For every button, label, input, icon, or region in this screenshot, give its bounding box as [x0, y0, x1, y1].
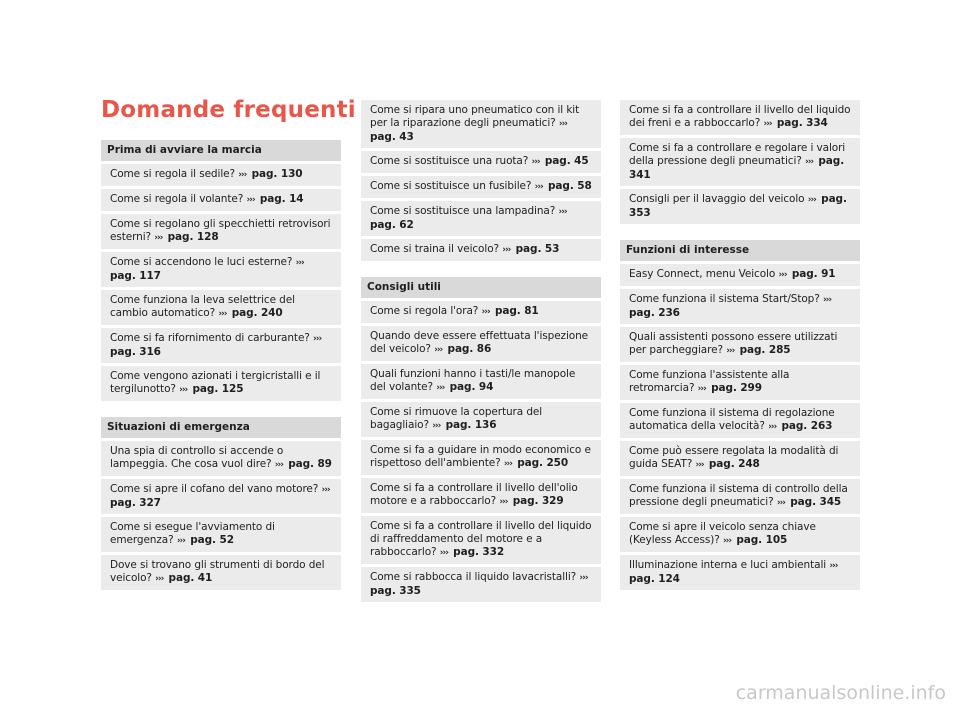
faq-question: Come si fa a controllare il livello dell'olio motore e a rabboccarlo? [370, 482, 578, 507]
faq-question: Quali funzioni hanno i tasti/le manopole del volante? [370, 368, 576, 393]
faq-item[interactable] [620, 264, 860, 286]
faq-item[interactable] [620, 517, 860, 552]
faq-item[interactable] [620, 327, 860, 362]
page-reference-arrow-icon: ››› [313, 334, 322, 344]
page-reference-arrow-icon: ››› [531, 157, 540, 167]
page-reference-arrow-icon: ››› [534, 182, 543, 192]
page-reference-arrow-icon: ››› [579, 573, 588, 583]
faq-question: Come si regola l'ora? [370, 305, 479, 317]
page-reference-arrow-icon: ››› [726, 346, 735, 356]
page-reference-arrow-icon: ››› [695, 460, 704, 470]
page-reference-arrow-icon: ››› [246, 195, 255, 205]
faq-question: Come funziona il sistema Start/Stop? [629, 293, 820, 305]
faq-question: Come si sostituisce una lampadina? [370, 205, 556, 217]
faq-question: Come si rabbocca il liquido lavacristalli? [370, 571, 577, 583]
faq-section [361, 100, 601, 261]
page-reference[interactable]: pag. 136 [445, 419, 497, 431]
faq-question: Come si regola il sedile? [110, 168, 235, 180]
section-heading: Situazioni di emergenza [101, 417, 341, 438]
section-spacer [620, 227, 860, 237]
page-reference-arrow-icon: ››› [722, 536, 732, 546]
page-reference-arrow-icon: ››› [778, 270, 787, 280]
page-reference-arrow-icon: ››› [274, 460, 283, 470]
faq-item[interactable] [361, 440, 601, 475]
faq-section [620, 240, 860, 590]
faq-question: Come si fa a guidare in modo economico e rispettoso dell'ambiente? [370, 444, 591, 469]
faq-item[interactable] [620, 365, 860, 400]
faq-question: Come può essere regolata la modalità di guida SEAT? [629, 445, 839, 470]
faq-question: Come si fa a controllare il livello del liquido di raffreddamento del motore e a rabboccarlo? [370, 520, 592, 558]
page-reference-arrow-icon: ››› [154, 233, 163, 243]
page-reference-arrow-icon: ››› [176, 536, 185, 546]
faq-question: Come funziona il sistema di regolazione automatica della velocità? [629, 407, 835, 432]
faq-question: Come si sostituisce un fusibile? [370, 180, 532, 192]
faq-item[interactable] [361, 567, 601, 602]
faq-item[interactable] [101, 328, 341, 363]
faq-question: Consigli per il lavaggio del veicolo [629, 193, 805, 205]
faq-item[interactable] [361, 364, 601, 399]
page-reference[interactable]: pag. 353 [629, 193, 847, 219]
page-reference[interactable]: pag. 53 [515, 243, 560, 255]
faq-question: Dove si trovano gli strumenti di bordo del veicolo? [110, 559, 325, 584]
page-reference-arrow-icon: ››› [295, 258, 304, 268]
page-reference[interactable]: pag. 89 [288, 458, 332, 470]
page-reference-arrow-icon: ››› [503, 459, 512, 469]
faq-item[interactable] [101, 441, 341, 476]
page-reference[interactable]: pag. 62 [370, 219, 414, 231]
faq-item[interactable] [620, 100, 860, 135]
page-reference-arrow-icon: ››› [763, 119, 772, 129]
faq-item[interactable] [101, 517, 341, 552]
faq-item[interactable] [101, 290, 341, 325]
section-spacer [101, 404, 341, 414]
faq-question: Come funziona la leva selettrice del cambio automatico? [110, 294, 295, 319]
faq-question: Come si fa a controllare e regolare i valori della pressione degli pneumatici? [629, 142, 846, 167]
column-3 [620, 100, 860, 590]
page-reference[interactable]: pag. 117 [110, 270, 161, 282]
page-reference[interactable]: pag. 124 [629, 573, 680, 585]
faq-question: Illuminazione interna e luci ambientali [629, 559, 827, 571]
page-reference-arrow-icon: ››› [218, 309, 227, 319]
page-reference-arrow-icon: ››› [436, 383, 445, 393]
faq-item[interactable] [101, 164, 341, 186]
faq-question: Come si apre il cofano del vano motore? [110, 483, 319, 495]
faq-item[interactable] [620, 138, 860, 186]
faq-item[interactable] [101, 479, 341, 514]
faq-question: Come si regola il volante? [110, 193, 244, 205]
page-title: Domande frequenti [101, 97, 356, 123]
faq-question: Come si rimuove la copertura del bagagliaio? [370, 406, 543, 431]
page-reference-arrow-icon: ››› [481, 307, 490, 317]
faq-item[interactable] [361, 478, 601, 513]
page-reference-arrow-icon: ››› [697, 384, 706, 394]
faq-item[interactable] [361, 402, 601, 437]
faq-question: Come si fa a controllare il livello del liquido dei freni e a rabboccarlo? [629, 104, 851, 129]
page-reference[interactable]: pag. 240 [231, 307, 283, 319]
faq-item[interactable] [361, 176, 601, 198]
section-heading: Prima di avviare la marcia [101, 140, 341, 161]
faq-question: Come si sostituisce una ruota? [370, 155, 529, 167]
page-reference-arrow-icon: ››› [432, 421, 441, 431]
faq-item[interactable] [361, 100, 601, 148]
faq-item[interactable] [101, 189, 341, 211]
faq-item[interactable] [361, 239, 601, 261]
faq-question: Come si esegue l'avviamento di emergenza? [110, 521, 275, 546]
faq-item[interactable] [361, 301, 601, 323]
page-reference-arrow-icon: ››› [822, 295, 832, 305]
faq-question: Come si ripara uno pneumatico con il kit per la riparazione degli pneumatici? [370, 104, 580, 129]
page-reference-arrow-icon: ››› [502, 245, 511, 255]
faq-item[interactable] [361, 326, 601, 361]
page-reference[interactable]: pag. 130 [251, 168, 303, 180]
faq-question: Quali assistenti possono essere utilizzati per parcheggiare? [629, 331, 838, 356]
faq-item[interactable] [361, 516, 601, 564]
page-reference-arrow-icon: ››› [155, 574, 164, 584]
faq-item[interactable] [620, 479, 860, 514]
faq-item[interactable] [620, 441, 860, 476]
page-reference-arrow-icon: ››› [558, 119, 568, 129]
page-reference-arrow-icon: ››› [238, 170, 247, 180]
page-reference[interactable]: pag. 91 [791, 268, 836, 280]
faq-item[interactable] [620, 189, 860, 224]
faq-question: Come si traina il veicolo? [370, 243, 499, 255]
faq-question: Come si apre il veicolo senza chiave (Keyless Access)? [629, 521, 816, 546]
page-reference-arrow-icon: ››› [499, 497, 508, 507]
page-reference[interactable]: pag. 345 [790, 496, 842, 508]
faq-item[interactable] [101, 252, 341, 287]
faq-question: Easy Connect, menu Veicolo [629, 268, 776, 280]
faq-item[interactable] [101, 366, 341, 401]
page-reference-arrow-icon: ››› [804, 157, 814, 167]
faq-question: Una spia di controllo si accende o lampeggia. Che cosa vuol dire? [110, 445, 284, 470]
page-reference[interactable]: pag. 248 [708, 458, 760, 470]
faq-item[interactable] [620, 289, 860, 324]
faq-item[interactable] [361, 151, 601, 173]
page-reference[interactable]: pag. 125 [192, 383, 244, 395]
page-reference[interactable]: pag. 58 [548, 180, 592, 192]
page-reference-arrow-icon: ››› [768, 422, 777, 432]
faq-item[interactable] [361, 201, 601, 236]
page-reference[interactable]: pag. 81 [494, 305, 539, 317]
page-reference-arrow-icon: ››› [179, 385, 188, 395]
section-heading: Funzioni di interesse [620, 240, 860, 261]
faq-section [361, 277, 601, 602]
page-reference[interactable]: pag. 329 [512, 495, 564, 507]
faq-section [620, 100, 860, 224]
page-reference[interactable]: pag. 335 [370, 585, 421, 597]
page-reference-arrow-icon: ››› [321, 485, 330, 495]
faq-item[interactable] [101, 555, 341, 590]
page-reference[interactable]: pag. 263 [781, 420, 833, 432]
page-reference-arrow-icon: ››› [558, 207, 567, 217]
page-reference[interactable]: pag. 299 [711, 382, 762, 394]
page-reference[interactable]: pag. 341 [629, 155, 845, 181]
section-heading: Consigli utili [361, 277, 601, 298]
watermark: carmanualsonline.info [735, 682, 946, 704]
faq-item[interactable] [620, 403, 860, 438]
page-reference[interactable]: pag. 250 [517, 457, 569, 469]
page-reference[interactable]: pag. 45 [544, 155, 589, 167]
faq-question: Come si accendono le luci esterne? [110, 256, 293, 268]
faq-question: Come si fa rifornimento di carburante? [110, 332, 310, 344]
page-reference[interactable]: pag. 41 [168, 572, 213, 584]
section-spacer [361, 264, 601, 274]
page-reference[interactable]: pag. 94 [449, 381, 494, 393]
faq-item[interactable] [101, 214, 341, 249]
page-reference[interactable]: pag. 86 [447, 343, 492, 355]
page-reference[interactable]: pag. 327 [110, 497, 161, 509]
faq-question: Come vengono azionati i tergicristalli e il tergilunotto? [110, 370, 321, 395]
faq-section [101, 417, 341, 590]
page-reference[interactable]: pag. 43 [370, 131, 414, 143]
page-reference[interactable]: pag. 128 [167, 231, 219, 243]
faq-question: Come si regolano gli specchietti retrovisori esterni? [110, 218, 331, 243]
page-reference-arrow-icon: ››› [829, 561, 838, 571]
page-reference[interactable]: pag. 316 [110, 346, 161, 358]
page-reference[interactable]: pag. 105 [736, 534, 788, 546]
page-reference[interactable]: pag. 334 [776, 117, 828, 129]
faq-item[interactable] [620, 555, 860, 590]
faq-section [101, 140, 341, 401]
faq-question: Quando deve essere effettuata l'ispezione del veicolo? [370, 330, 589, 355]
page-reference[interactable]: pag. 14 [259, 193, 304, 205]
page-reference-arrow-icon: ››› [776, 498, 785, 508]
faq-question: Come funziona il sistema di controllo della pressione degli pneumatici? [629, 483, 848, 508]
page-reference-arrow-icon: ››› [439, 548, 448, 558]
page-reference[interactable]: pag. 236 [629, 307, 680, 319]
page-reference[interactable]: pag. 285 [739, 344, 791, 356]
page-reference[interactable]: pag. 332 [453, 546, 505, 558]
column-2 [361, 100, 601, 602]
page-reference-arrow-icon: ››› [807, 195, 816, 205]
page-reference-arrow-icon: ››› [434, 345, 443, 355]
page-reference[interactable]: pag. 52 [190, 534, 234, 546]
faq-question: Come funziona l'assistente alla retromarcia? [629, 369, 790, 394]
column-1 [101, 140, 341, 590]
